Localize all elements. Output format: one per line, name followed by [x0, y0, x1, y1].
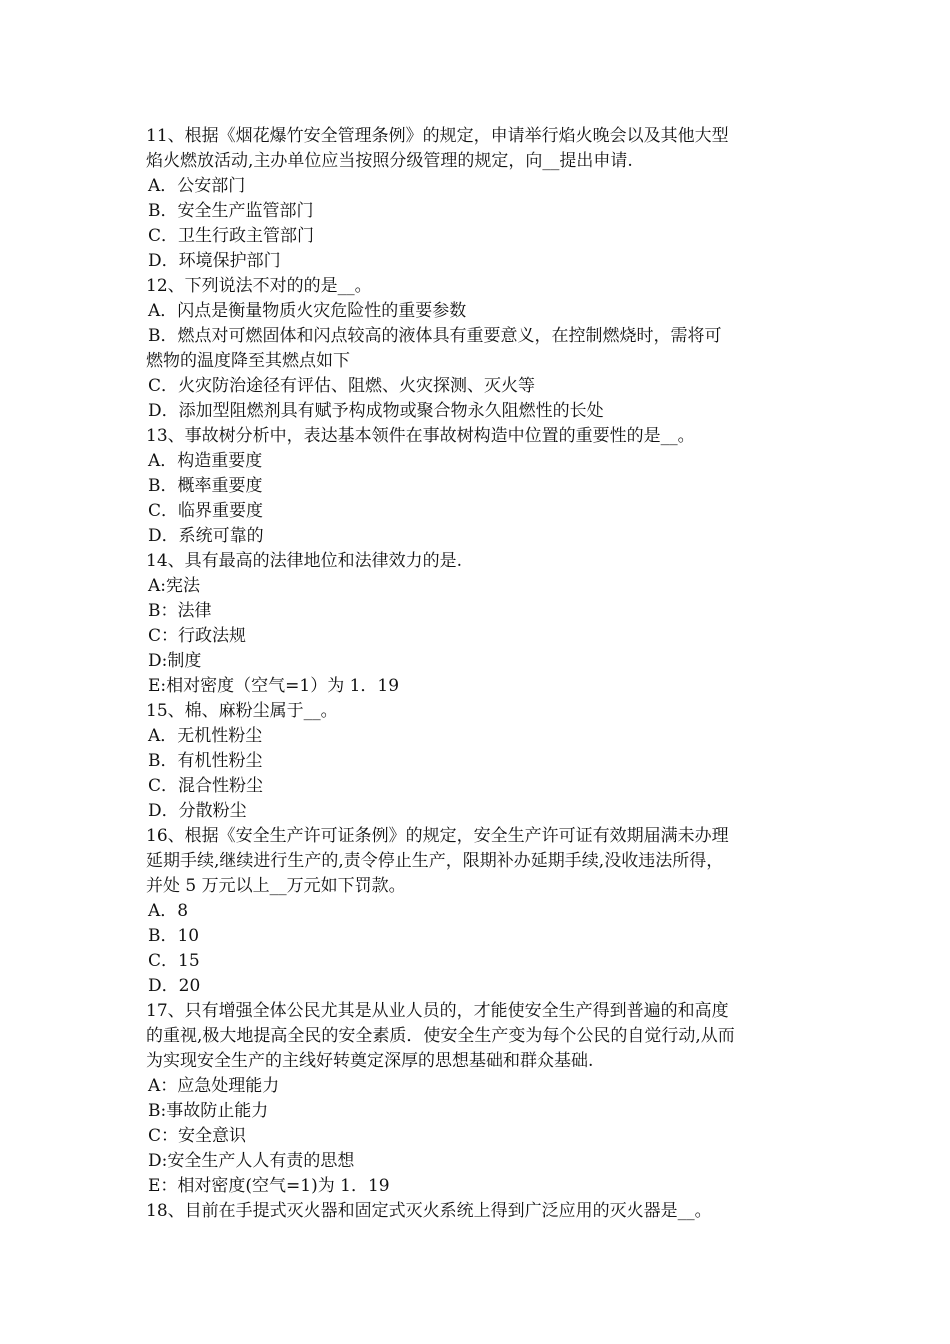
question-text-line: 18、目前在手提式灭火器和固定式灭火系统上得到广泛应用的灭火器是__。 — [146, 1201, 712, 1221]
answer-option-line: A:宪法 — [148, 576, 201, 596]
answer-option-line: A．公安部门 — [148, 176, 246, 196]
question-text-line: 为实现安全生产的主线好转奠定深厚的思想基础和群众基础. — [146, 1051, 594, 1071]
answer-option-line: C．卫生行政主管部门 — [148, 226, 315, 246]
answer-option-line: B．燃点对可燃固体和闪点较高的液体具有重要意义，在控制燃烧时，需将可 — [148, 326, 722, 346]
answer-option-line: A．闪点是衡量物质火灾危险性的重要参数 — [148, 301, 467, 321]
question-text-line: 11、根据《烟花爆竹安全管理条例》的规定，申请举行焰火晚会以及其他大型 — [146, 126, 729, 146]
question-text-line: 15、棉、麻粉尘属于__。 — [146, 701, 338, 721]
question-text-line: 14、具有最高的法律地位和法律效力的是. — [146, 551, 463, 571]
answer-option-line: D:制度 — [148, 651, 202, 671]
answer-option-line: A．8 — [148, 901, 189, 921]
answer-option-line: B．概率重要度 — [148, 476, 263, 496]
answer-option-line: C：安全意识 — [148, 1126, 247, 1146]
answer-option-line: B:事故防止能力 — [148, 1101, 269, 1121]
answer-option-line: D．20 — [148, 976, 201, 996]
answer-option-line: E:相对密度（空气=1）为 1．19 — [148, 676, 400, 696]
answer-option-line: C．混合性粉尘 — [148, 776, 264, 796]
answer-option-line: D:安全生产人人有责的思想 — [148, 1151, 355, 1171]
answer-option-line: B．有机性粉尘 — [148, 751, 263, 771]
question-text-line: 并处 5 万元以上__万元如下罚款。 — [146, 876, 406, 896]
answer-option-line: D．环境保护部门 — [148, 251, 281, 271]
question-text-line: 延期手续,继续进行生产的,责令停止生产，限期补办延期手续,没收违法所得， — [146, 851, 724, 871]
answer-option-line: B．安全生产监管部门 — [148, 201, 314, 221]
answer-option-line: B．10 — [148, 926, 200, 946]
answer-option-line: C．临界重要度 — [148, 501, 264, 521]
answer-option-line: B：法律 — [148, 601, 212, 621]
answer-option-line: A．无机性粉尘 — [148, 726, 263, 746]
question-text-line: 13、事故树分析中，表达基本领件在事故树构造中位置的重要性的是__。 — [146, 426, 695, 446]
question-text-line: 燃物的温度降至其燃点如下 — [146, 351, 350, 371]
answer-option-line: A：应急处理能力 — [148, 1076, 280, 1096]
question-text-line: 的重视,极大地提高全民的安全素质．使安全生产变为每个公民的自觉行动,从而 — [146, 1026, 735, 1046]
answer-option-line: D．系统可靠的 — [148, 526, 264, 546]
answer-option-line: D．分散粉尘 — [148, 801, 247, 821]
question-text-line: 12、下列说法不对的的是__。 — [146, 276, 372, 296]
answer-option-line: A．构造重要度 — [148, 451, 263, 471]
answer-option-line: D．添加型阻燃剂具有赋予构成物或聚合物永久阻燃性的长处 — [148, 401, 604, 421]
answer-option-line: C．15 — [148, 951, 200, 971]
answer-option-line: C．火灾防治途径有评估、阻燃、火灾探测、灭火等 — [148, 376, 536, 396]
question-text-line: 17、只有增强全体公民尤其是从业人员的，才能使安全生产得到普遍的和高度 — [146, 1001, 729, 1021]
answer-option-line: C：行政法规 — [148, 626, 247, 646]
question-text-line: 焰火燃放活动,主办单位应当按照分级管理的规定，向__提出申请. — [146, 151, 633, 171]
document-body — [146, 124, 810, 1224]
question-text-line: 16、根据《安全生产许可证条例》的规定，安全生产许可证有效期届满未办理 — [146, 826, 729, 846]
answer-option-line: E：相对密度(空气=1)为 1．19 — [148, 1176, 390, 1196]
